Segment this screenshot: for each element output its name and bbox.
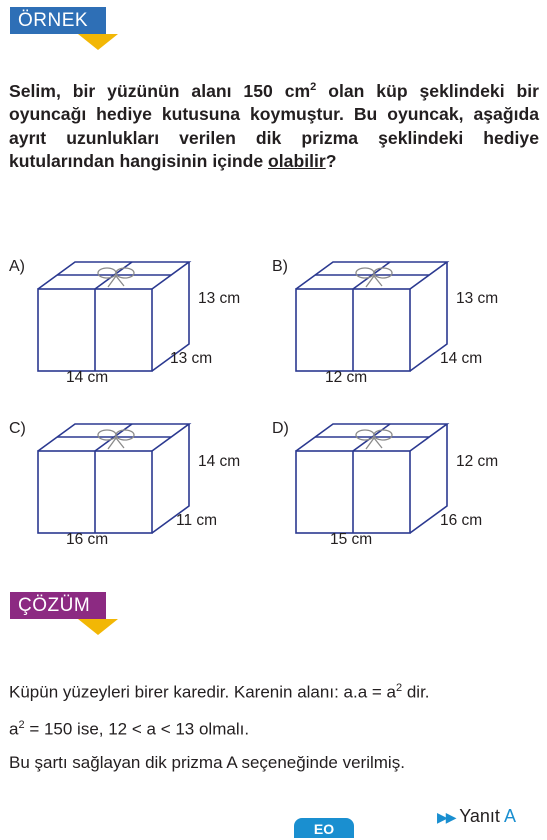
answer-prefix: Yanıt <box>459 806 500 826</box>
option-d-label: D) <box>272 420 289 437</box>
ornek-tag <box>10 7 106 34</box>
solution-line-2-a: a <box>9 719 19 739</box>
option-b-height: 13 cm <box>456 290 499 307</box>
option-a-label: A) <box>9 258 25 275</box>
option-a-width: 14 cm <box>66 369 109 386</box>
option-d-box <box>294 422 454 534</box>
publisher-logo-icon: EO <box>294 818 354 838</box>
option-c-height: 14 cm <box>198 453 241 470</box>
cozum-tag-arrow-icon <box>78 619 118 635</box>
option-a-height: 13 cm <box>198 290 241 307</box>
solution-line-3: Bu şartı sağlayan dik prizma A seçeneğinde verilmiş. <box>9 753 405 772</box>
question-underlined: olabilir <box>268 151 326 172</box>
option-d-width: 15 cm <box>330 531 373 548</box>
solution-line-2-exp: 2 <box>18 719 25 731</box>
ribbon-bow-icon <box>356 430 392 449</box>
double-arrow-icon: ▶▶ <box>437 809 455 825</box>
ribbon-bow-icon <box>98 430 134 449</box>
cozum-tag <box>10 592 106 619</box>
ornek-label: ÖRNEK <box>18 10 89 31</box>
option-b-box <box>294 260 454 372</box>
ribbon-bow-icon <box>356 268 392 287</box>
solution-line-1 <box>9 677 430 704</box>
solution-line-1-a: Küpün yüzeyleri birer karedir. Karenin alanı: a.a = a <box>9 682 396 702</box>
option-b-width: 12 cm <box>325 369 368 386</box>
question-part3: ? <box>325 151 337 172</box>
cozum-label: ÇÖZÜM <box>18 595 91 616</box>
option-b-label: B) <box>272 258 288 275</box>
option-c-label: C) <box>9 420 26 437</box>
question-part2: olan küp şeklindeki bir oyuncağı hediye kutusuna koymuştur. Bu oyuncak, aşağıda ayrıt uzunlukları verilen dik prizma şeklindeki hediye kutularından hangisinin içinde <box>9 80 540 172</box>
answer <box>437 806 516 827</box>
option-c-depth: 11 cm <box>176 512 218 529</box>
answer-letter: A <box>503 806 516 826</box>
option-c-width: 16 cm <box>66 531 109 548</box>
option-a-depth: 13 cm <box>170 350 213 367</box>
option-d-depth: 16 cm <box>440 512 483 529</box>
ribbon-bow-icon <box>98 268 134 287</box>
option-c-box <box>36 422 196 534</box>
ornek-tag-arrow-icon <box>78 34 118 50</box>
solution-line-2 <box>9 714 249 741</box>
solution-line-1-b: dir. <box>402 682 430 702</box>
question-part1: Selim, bir yüzünün alanı 150 cm <box>9 80 311 101</box>
solution-line-1-exp: 2 <box>395 682 403 694</box>
solution-line-2-b: = 150 ise, 12 < a < 13 olmalı. <box>24 719 250 739</box>
question-exponent: 2 <box>310 81 317 93</box>
question-text <box>9 76 539 174</box>
option-b-depth: 14 cm <box>440 350 483 367</box>
option-d-height: 12 cm <box>456 453 499 470</box>
